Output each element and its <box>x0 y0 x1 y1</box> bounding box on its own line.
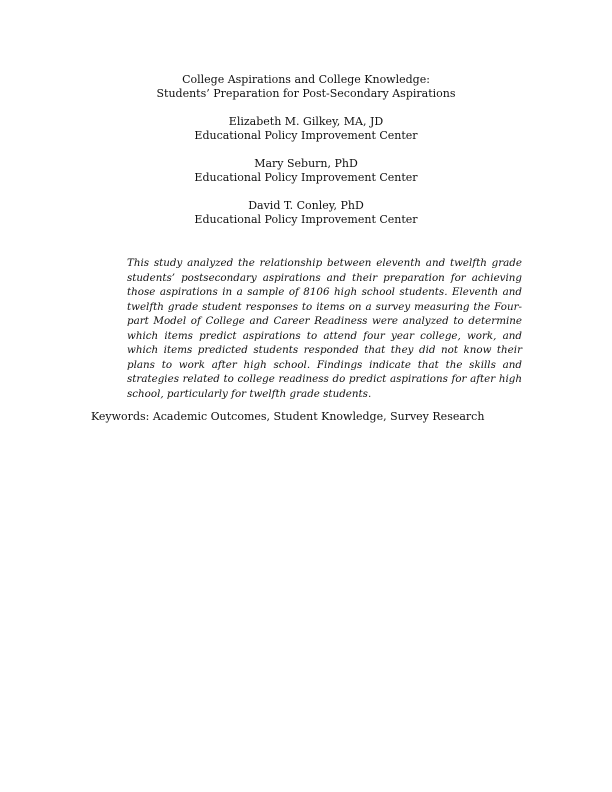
author-block-1 <box>0 115 612 143</box>
author-affiliation: Educational Policy Improvement Center <box>194 171 418 184</box>
author-name: Mary Seburn, PhD <box>254 157 358 170</box>
author-affiliation: Educational Policy Improvement Center <box>194 129 418 142</box>
author-block-2 <box>0 157 612 185</box>
keywords-line: Keywords: Academic Outcomes, Student Knowledge, Survey Research <box>91 410 485 423</box>
author-name: Elizabeth M. Gilkey, MA, JD <box>228 115 384 128</box>
author-name: David T. Conley, PhD <box>248 199 364 212</box>
author-block-3 <box>0 199 612 227</box>
abstract-paragraph: This study analyzed the relationship between eleventh and twelfth grade students’ postsecondary aspirations and their preparation for achieving those aspirations in a sample of 8106 high school students. Eleventh and twelfth grade student responses to items on a survey measuring the Four-part Model of College and Career Readiness were analyzed to determine which items predict aspirations to attend four year college, work, and which items predicted students responded that they did not know their plans to work after high school. Findings indicate that the skills and strategies related to college readiness do predict aspirations for after high school, particularly for twelfth grade students. <box>127 257 522 400</box>
author-affiliation: Educational Policy Improvement Center <box>194 213 418 226</box>
title-line-1: College Aspirations and College Knowledge: <box>182 73 430 86</box>
paper-title <box>0 73 612 101</box>
title-line-2: Students’ Preparation for Post-Secondary Aspirations <box>156 87 456 100</box>
